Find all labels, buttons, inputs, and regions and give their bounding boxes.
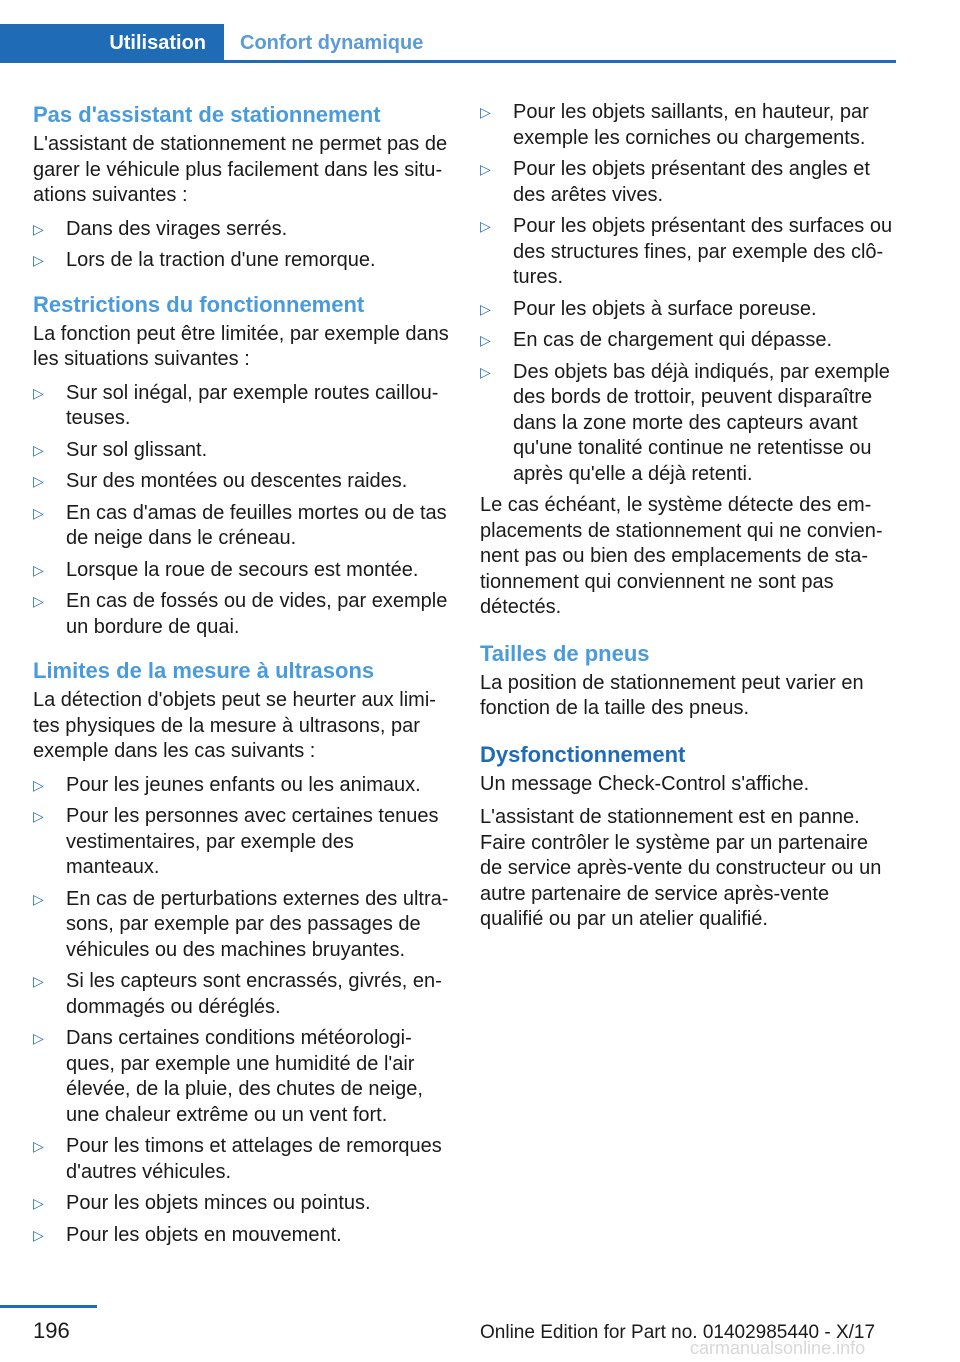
list-item [33, 1026, 451, 1128]
list-item [33, 1191, 451, 1217]
list-item-text: Si les capteurs sont encrassés, givrés, endommagés ou déréglés. [66, 970, 442, 1018]
section-text-restrictions: La fonction peut être limitée, par exemple dans les situations suivantes : [33, 322, 449, 370]
page-header [0, 0, 960, 66]
triangle-bullet-icon: ▷ [33, 384, 44, 401]
list-item [33, 501, 451, 552]
tab-utilisation: Utilisation [0, 24, 224, 62]
bullet-list [33, 773, 451, 1249]
list-item [33, 381, 451, 432]
list-item [480, 328, 894, 354]
triangle-bullet-icon: ▷ [33, 1195, 44, 1211]
triangle-bullet-icon: ▷ [480, 332, 491, 348]
triangle-bullet-icon: ▷ [33, 220, 44, 237]
list-item [33, 469, 451, 495]
edition-info: Online Edition for Part no. 01402985440 - X/17 [480, 1322, 876, 1343]
list-item-text: Pour les timons et attelages de remorques d'autres véhicules. [66, 1135, 442, 1183]
triangle-bullet-icon: ▷ [33, 441, 44, 458]
triangle-bullet-icon: ▷ [33, 561, 44, 578]
list-item [33, 558, 451, 584]
section-title-limites-ultrasons: Limites de la mesure à ultrasons [33, 658, 375, 683]
triangle-bullet-icon: ▷ [33, 1226, 44, 1243]
section-text-panne: L'assistant de stationnement est en panne. Faire contrôler le système par un partenaire de service après-vente du constructeur ou un autre partenaire de service après-vente qualifié ou par un atelier qualifié. [480, 806, 882, 930]
list-item [480, 157, 894, 208]
page-number: 196 [33, 1318, 70, 1343]
header-divider [0, 60, 896, 63]
list-item [33, 1134, 451, 1185]
triangle-bullet-icon: ▷ [33, 252, 44, 268]
list-item [33, 248, 451, 274]
triangle-bullet-icon: ▷ [33, 1138, 44, 1154]
list-item [480, 214, 894, 291]
list-item-text: En cas de fossés ou de vides, par exemple un bordure de quai. [66, 590, 448, 638]
list-item-text: En cas de chargement qui dépasse. [513, 329, 833, 351]
triangle-bullet-icon: ▷ [480, 104, 491, 120]
section-text-tailles-pneus: La position de stationnement peut varier en fonction de la taille des pneus. [480, 671, 864, 719]
list-item [33, 773, 451, 799]
bullet-list [33, 217, 451, 274]
list-item-text: Lors de la traction d'une remorque. [66, 249, 376, 271]
list-item-text: Pour les objets en mouvement. [66, 1223, 342, 1246]
tab-confort-dynamique: Confort dynamique [240, 31, 424, 54]
section-title-pas-assistant: Pas d'assistant de stationnement [33, 102, 381, 127]
list-item [33, 217, 451, 243]
footer-divider [0, 1305, 97, 1308]
bullet-list [33, 381, 451, 641]
triangle-bullet-icon: ▷ [480, 218, 491, 234]
triangle-bullet-icon: ▷ [480, 161, 491, 177]
triangle-bullet-icon: ▷ [33, 473, 44, 489]
triangle-bullet-icon: ▷ [33, 890, 44, 907]
list-item-text: Pour les objets à surface poreuse. [513, 297, 817, 320]
list-item-text: Sur sol glissant. [66, 438, 208, 461]
list-item [33, 887, 451, 964]
section-text-check-control: Un message Check-Control s'affiche. [480, 772, 810, 795]
watermark: carmanualsonline.info [690, 1338, 866, 1358]
list-item-text: En cas d'amas de feuilles mortes ou de tas de neige dans le créneau. [66, 501, 447, 549]
triangle-bullet-icon: ▷ [480, 300, 491, 317]
list-item-text: Pour les objets présentant des angles et des arêtes vives. [513, 158, 870, 206]
list-item-text: Sur sol inégal, par exemple routes caillouteuses. [66, 381, 439, 429]
list-item [33, 589, 451, 640]
list-item [480, 297, 894, 323]
bullet-list [480, 100, 894, 487]
section-text-limites-ultrasons: La détection d'objets peut se heurter aux limites physiques de la mesure à ultrasons, par exemple dans les cas suivants : [33, 689, 436, 762]
section-title-restrictions: Restrictions du fonctionnement [33, 291, 365, 317]
list-item-text: Sur des montées ou descentes raides. [66, 470, 408, 492]
list-item [480, 360, 894, 488]
list-item [33, 969, 451, 1020]
list-item [480, 100, 894, 151]
list-item-text: Pour les jeunes enfants ou les animaux. [66, 773, 421, 796]
list-item-text: Pour les objets minces ou pointus. [66, 1192, 371, 1214]
right-column [480, 100, 894, 941]
section-text-pas-assistant: L'assistant de stationnement ne permet pas de garer le véhicule plus facilement dans les situations suivantes : [33, 133, 448, 206]
triangle-bullet-icon: ▷ [33, 1030, 44, 1046]
triangle-bullet-icon: ▷ [480, 363, 491, 380]
list-item-text: Dans des virages serrés. [66, 217, 288, 240]
triangle-bullet-icon: ▷ [33, 973, 44, 989]
list-item-text: Lorsque la roue de secours est montée. [66, 558, 419, 581]
list-item [33, 804, 451, 881]
triangle-bullet-icon: ▷ [33, 504, 44, 521]
list-item [33, 438, 451, 464]
list-item-text: En cas de perturbations externes des ultrasons, par exemple par des passages de véhicules ou des machines bruyantes. [66, 887, 449, 961]
section-title-dysfonctionnement: Dysfonctionnement [480, 741, 686, 767]
left-column [33, 100, 451, 1254]
triangle-bullet-icon: ▷ [33, 808, 44, 824]
paragraph-emplacements: Le cas échéant, le système détecte des emplacements de stationnement qui ne conviennent pas ou bien des emplacements de stationnement qui conviennent ne sont pas détectés. [480, 494, 883, 618]
list-item-text: Dans certaines conditions météorologiques, par exemple une humidité de l'air élevée, de la pluie, des chutes de neige, une chaleur extrême ou un vent fort. [66, 1027, 423, 1126]
triangle-bullet-icon: ▷ [33, 776, 44, 793]
list-item-text: Pour les personnes avec certaines tenues vestimentaires, par exemple des manteaux. [66, 805, 439, 878]
list-item-text: Pour les objets présentant des surfaces ou des structures fines, par exemple des clôtures. [513, 215, 893, 288]
triangle-bullet-icon: ▷ [33, 593, 44, 609]
list-item-text: Pour les objets saillants, en hauteur, par exemple les corniches ou chargements. [513, 101, 869, 149]
list-item [33, 1223, 451, 1249]
section-title-tailles-pneus: Tailles de pneus [480, 640, 650, 666]
list-item-text: Des objets bas déjà indiqués, par exemple des bords de trottoir, peuvent disparaître dans la zone morte des capteurs avant qu'une tonalité continue ne retentisse ou après qu'elle a déjà retenti. [513, 360, 890, 485]
